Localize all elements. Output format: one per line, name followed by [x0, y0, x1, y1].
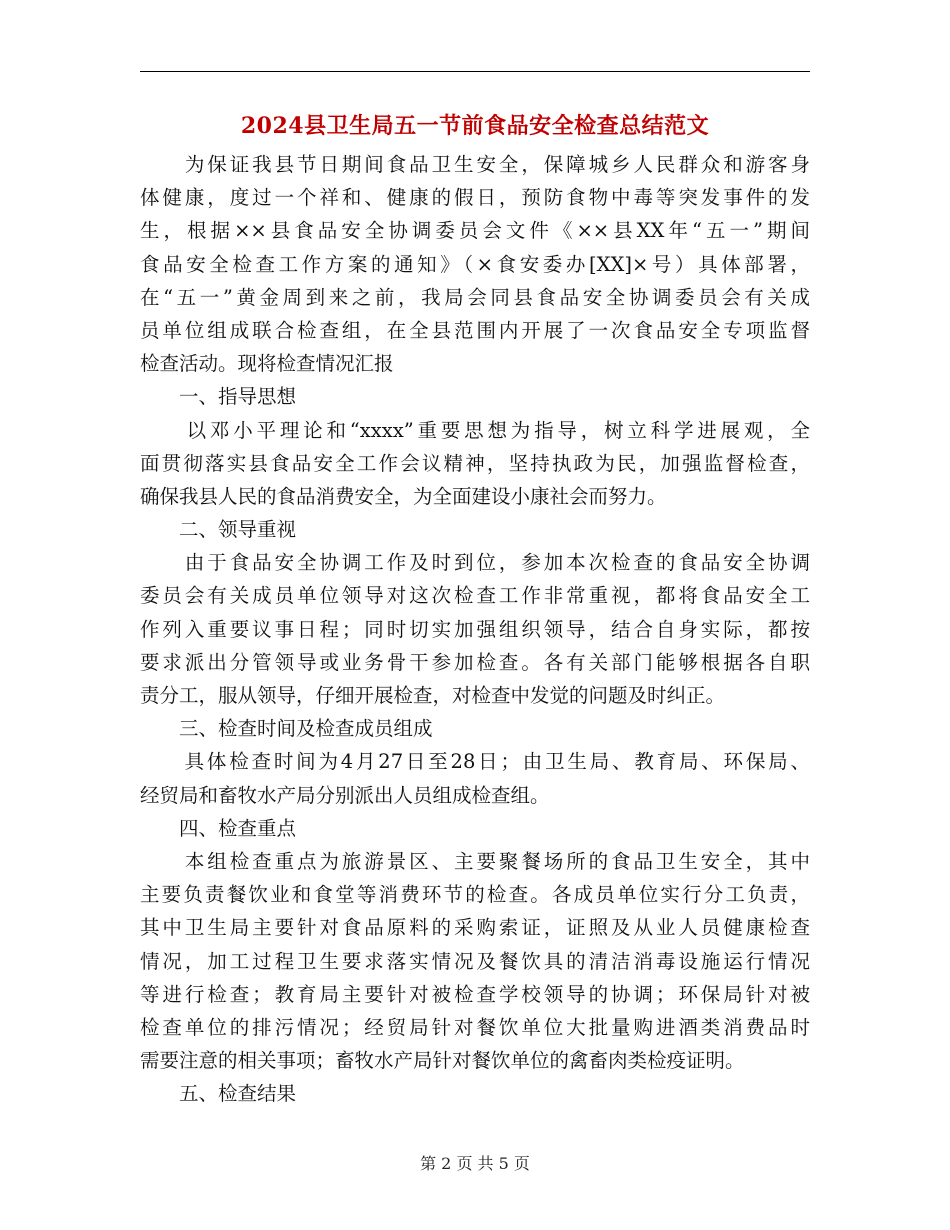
body-line: 在“五一”黄金周到来之前，我局会同县食品安全协调委员会有关成 [140, 285, 810, 309]
document-title: 2024县卫生局五一节前食品安全检查总结范文 [240, 113, 710, 139]
body-line: 责分工，服从领导，仔细开展检查，对检查中发觉的问题及时纠正。 [140, 684, 726, 707]
header-rule [140, 71, 810, 72]
body-line: 经贸局和畜牧水产局分别派出人员组成检查组。 [140, 783, 550, 807]
body-line: 委员会有关成员单位领导对这次检查工作非常重视，都将食品安全工 [140, 584, 810, 608]
section-heading: 三、检查时间及检查成员组成 [140, 717, 433, 741]
section-heading: 一、指导思想 [140, 385, 297, 409]
body-line: 确保我县人民的食品消费安全，为全面建设小康社会而努力。 [140, 484, 667, 508]
body-line: 食品安全检查工作方案的通知》（×食安委办[XX]×号）具体部署， [140, 252, 810, 276]
body-line: 由于食品安全协调工作及时到位，参加本次检查的食品安全协调 [140, 551, 810, 575]
document-body [140, 148, 810, 1110]
body-line: 以邓小平理论和“xxxx”重要思想为指导，树立科学进展观，全 [140, 418, 810, 442]
body-line: 具体检查时间为4月27日至28日；由卫生局、教育局、环保局、 [140, 750, 810, 774]
body-line: 其中卫生局主要针对食品原料的采购索证，证照及从业人员健康检查 [140, 916, 810, 940]
body-line: 员单位组成联合检查组，在全县范围内开展了一次食品安全专项监督 [140, 318, 810, 342]
body-line: 本组检查重点为旅游景区、主要聚餐场所的食品卫生安全，其中 [140, 849, 810, 873]
body-line: 等进行检查；教育局主要针对被检查学校领导的协调；环保局针对被 [140, 982, 810, 1006]
body-line: 生，根据××县食品安全协调委员会文件《××县XX年“五一”期间 [140, 219, 810, 243]
body-line: 检查单位的排污情况；经贸局针对餐饮单位大批量购进酒类消费品时 [140, 1015, 810, 1039]
body-line: 检查活动。现将检查情况汇报 [140, 352, 394, 376]
body-line: 体健康，度过一个祥和、健康的假日，预防食物中毒等突发事件的发 [140, 186, 810, 210]
section-heading: 二、领导重视 [140, 518, 297, 542]
body-line: 情况，加工过程卫生要求落实情况及餐饮具的清洁消毒设施运行情况 [140, 949, 810, 973]
body-line: 需要注意的相关事项；畜牧水产局针对餐饮单位的禽畜肉类检疫证明。 [140, 1049, 745, 1073]
body-line: 主要负责餐饮业和食堂等消费环节的检查。各成员单位实行分工负责， [140, 883, 810, 907]
section-heading: 四、检查重点 [140, 816, 297, 840]
body-line: 为保证我县节日期间食品卫生安全，保障城乡人民群众和游客身 [140, 153, 810, 176]
body-line: 要求派出分管领导或业务骨干参加检查。各有关部门能够根据各自职 [140, 650, 810, 674]
body-line: 面贯彻落实县食品安全工作会议精神，坚持执政为民，加强监督检查， [140, 451, 810, 475]
body-line: 作列入重要议事日程；同时切实加强组织领导，结合自身实际，都按 [140, 617, 810, 641]
page-number-footer: 第 2 页 共 5 页 [420, 1154, 530, 1173]
section-heading: 五、检查结果 [140, 1082, 297, 1106]
